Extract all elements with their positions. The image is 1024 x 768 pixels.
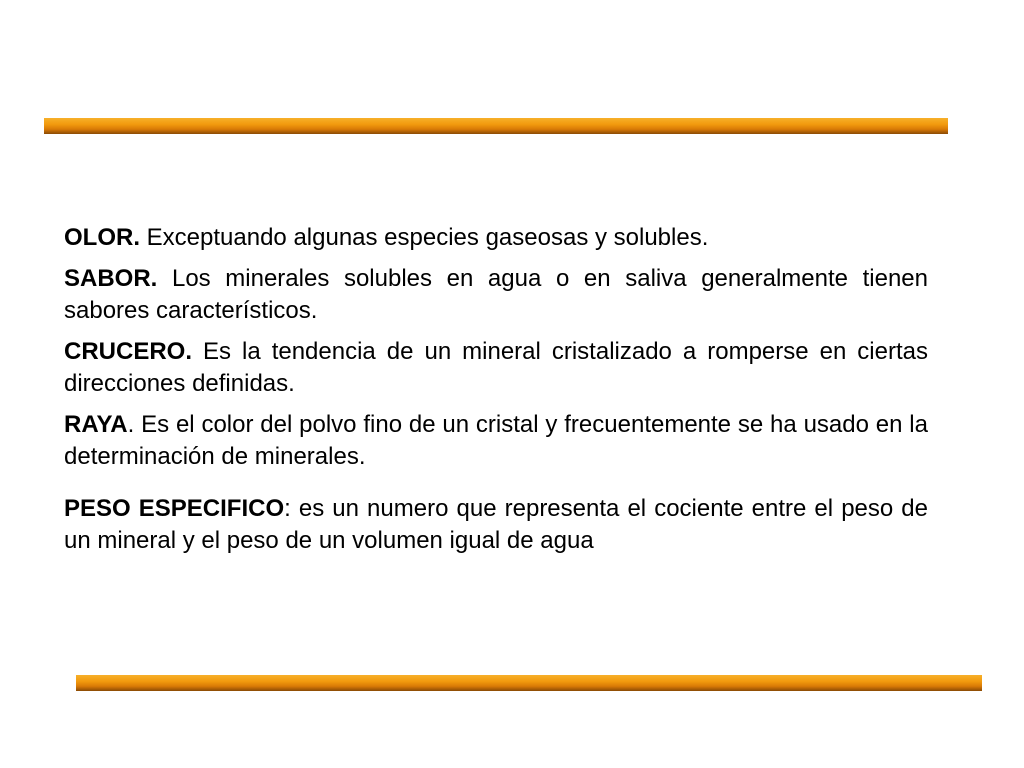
definition-olor: Exceptuando algunas especies gaseosas y solubles. — [140, 224, 709, 251]
top-divider-bar — [44, 118, 948, 134]
bottom-divider-bar — [76, 675, 982, 691]
term-peso-especifico: PESO ESPECIFICO — [64, 495, 285, 522]
definition-raya: . Es el color del polvo fino de un cristal y frecuentemente se ha usado en la determinación de minerales. — [64, 411, 928, 470]
definition-peso-especifico: : es un numero que representa el cociente entre el peso de un mineral y el peso de un volumen igual de agua — [64, 495, 928, 554]
paragraph-olor — [64, 222, 928, 254]
definitions-body — [64, 222, 928, 566]
term-raya: RAYA — [64, 411, 128, 438]
paragraph-sabor — [64, 263, 928, 327]
paragraph-peso-especifico — [64, 493, 928, 557]
term-sabor: SABOR. — [64, 265, 158, 292]
term-crucero: CRUCERO. — [64, 338, 193, 365]
paragraph-raya — [64, 409, 928, 473]
term-olor: OLOR. — [64, 224, 140, 251]
definition-crucero: Es la tendencia de un mineral cristalizado a romperse en ciertas direcciones definidas. — [64, 338, 928, 397]
definition-sabor: Los minerales solubles en agua o en saliva generalmente tienen sabores característicos. — [64, 265, 928, 324]
paragraph-crucero — [64, 336, 928, 400]
